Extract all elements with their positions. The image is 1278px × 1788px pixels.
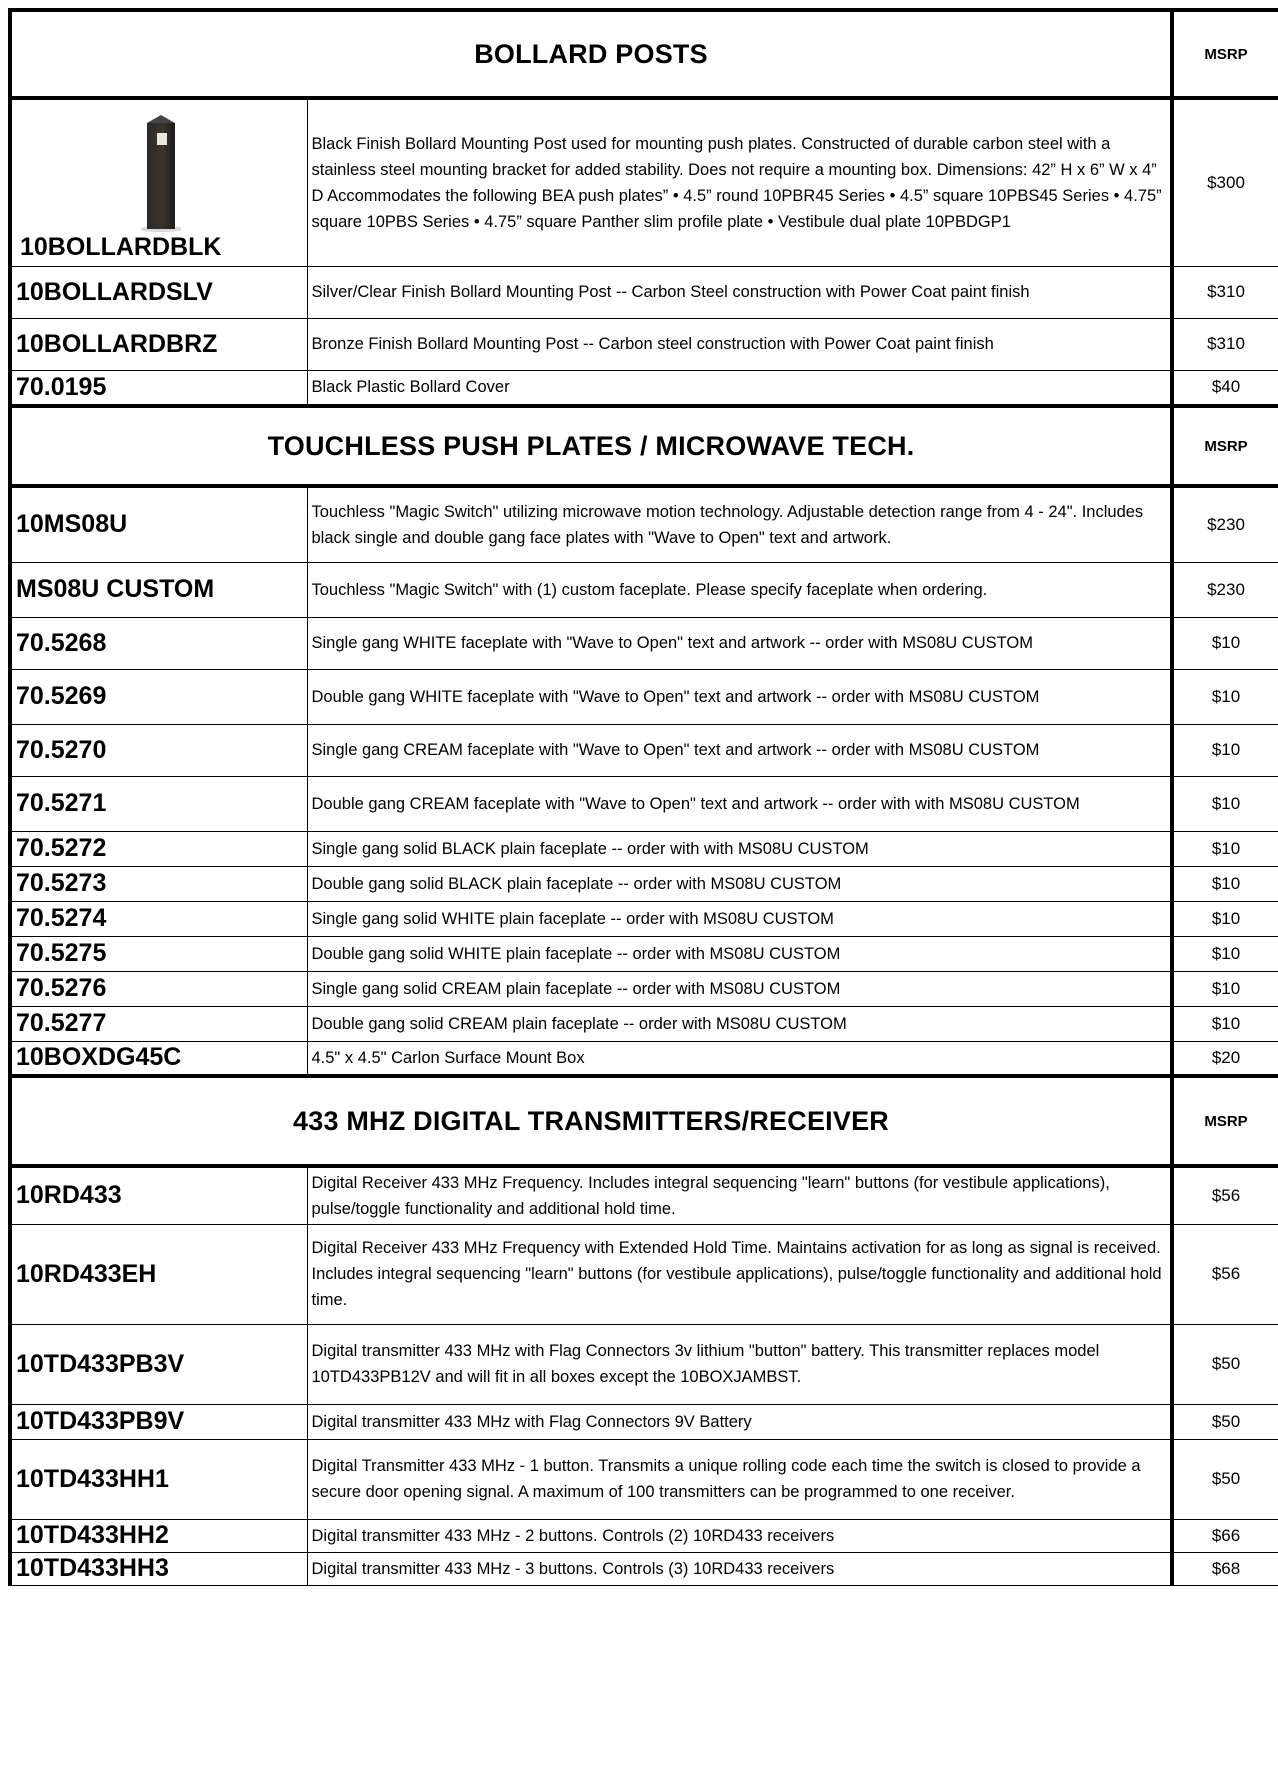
section-header-row (10, 406, 1278, 486)
price-cell: $66 (1172, 1519, 1278, 1552)
bollard-post-image (141, 113, 181, 233)
description-cell: Silver/Clear Finish Bollard Mounting Post -- Carbon Steel construction with Power Coat paint finish (307, 266, 1172, 318)
table-row (10, 617, 1278, 669)
table-row (10, 98, 1278, 266)
price-cell: $50 (1172, 1404, 1278, 1439)
table-row (10, 562, 1278, 617)
description-cell: Digital transmitter 433 MHz - 3 buttons. Controls (3) 10RD433 receivers (307, 1552, 1172, 1585)
price-cell: $230 (1172, 562, 1278, 617)
msrp-header: MSRP (1172, 1076, 1278, 1166)
table-row (10, 724, 1278, 776)
description-cell: Digital Receiver 433 MHz Frequency with Extended Hold Time. Maintains activation for as long as signal is received. Includes integral sequencing "learn" buttons (for vestibule applications), pulse/toggle functionality and additional hold time. (307, 1224, 1172, 1324)
msrp-header: MSRP (1172, 10, 1278, 98)
sku-cell: 70.5272 (10, 831, 307, 866)
description-cell: Double gang CREAM faceplate with "Wave to Open" text and artwork -- order with with MS08U CUSTOM (307, 776, 1172, 831)
price-cell: $230 (1172, 486, 1278, 562)
price-cell: $10 (1172, 724, 1278, 776)
section-title: 433 MHZ DIGITAL TRANSMITTERS/RECEIVER (10, 1076, 1172, 1166)
table-row (10, 1166, 1278, 1224)
price-cell: $10 (1172, 1006, 1278, 1041)
section-title: BOLLARD POSTS (10, 10, 1172, 98)
sku-cell: 70.5269 (10, 669, 307, 724)
description-cell: 4.5" x 4.5" Carlon Surface Mount Box (307, 1041, 1172, 1076)
price-cell: $300 (1172, 98, 1278, 266)
sku-cell: 10BOXDG45C (10, 1041, 307, 1076)
price-cell: $310 (1172, 318, 1278, 370)
price-cell: $56 (1172, 1224, 1278, 1324)
sku-cell: 70.5275 (10, 936, 307, 971)
table-row (10, 1439, 1278, 1519)
sku-cell: 10TD433HH1 (10, 1439, 307, 1519)
description-cell: Digital Transmitter 433 MHz - 1 button. Transmits a unique rolling code each time the switch is closed to provide a secure door opening signal. A maximum of 100 transmitters can be programmed to one receiver. (307, 1439, 1172, 1519)
section-header-row (10, 10, 1278, 98)
table-row (10, 901, 1278, 936)
table-row (10, 370, 1278, 406)
description-cell: Double gang WHITE faceplate with "Wave to Open" text and artwork -- order with MS08U CUSTOM (307, 669, 1172, 724)
description-cell: Single gang CREAM faceplate with "Wave to Open" text and artwork -- order with MS08U CUSTOM (307, 724, 1172, 776)
sku-cell: 10RD433 (10, 1166, 307, 1224)
description-cell: Single gang solid BLACK plain faceplate -- order with with MS08U CUSTOM (307, 831, 1172, 866)
sku-cell: 70.5274 (10, 901, 307, 936)
sku-cell: 70.5276 (10, 971, 307, 1006)
sku-cell: 70.5271 (10, 776, 307, 831)
table-row (10, 1324, 1278, 1404)
sku-cell: 10TD433PB3V (10, 1324, 307, 1404)
price-list-table (8, 8, 1278, 1586)
table-row (10, 1552, 1278, 1585)
description-cell: Single gang WHITE faceplate with "Wave to Open" text and artwork -- order with MS08U CUSTOM (307, 617, 1172, 669)
description-cell: Digital transmitter 433 MHz with Flag Connectors 3v lithium "button" battery. This transmitter replaces model 10TD433PB12V and will fit in all boxes except the 10BOXJAMBST. (307, 1324, 1172, 1404)
sku-label: 10BOLLARDBLK (20, 232, 222, 261)
table-row (10, 669, 1278, 724)
price-cell: $68 (1172, 1552, 1278, 1585)
sku-cell: 10TD433PB9V (10, 1404, 307, 1439)
table-row (10, 318, 1278, 370)
description-cell: Double gang solid WHITE plain faceplate -- order with MS08U CUSTOM (307, 936, 1172, 971)
table-row (10, 486, 1278, 562)
sku-cell: 10BOLLARDSLV (10, 266, 307, 318)
table-row (10, 1224, 1278, 1324)
description-cell: Digital transmitter 433 MHz - 2 buttons. Controls (2) 10RD433 receivers (307, 1519, 1172, 1552)
description-cell: Single gang solid WHITE plain faceplate -- order with MS08U CUSTOM (307, 901, 1172, 936)
price-cell: $10 (1172, 776, 1278, 831)
price-cell: $56 (1172, 1166, 1278, 1224)
sku-cell (10, 98, 307, 266)
table-row (10, 266, 1278, 318)
price-cell: $10 (1172, 831, 1278, 866)
table-row (10, 1006, 1278, 1041)
description-cell: Digital Receiver 433 MHz Frequency. Includes integral sequencing "learn" buttons (for vestibule applications), pulse/toggle functionality and additional hold time. (307, 1166, 1172, 1224)
price-cell: $10 (1172, 617, 1278, 669)
table-row (10, 1041, 1278, 1076)
description-cell: Double gang solid BLACK plain faceplate -- order with MS08U CUSTOM (307, 866, 1172, 901)
sku-cell: 10BOLLARDBRZ (10, 318, 307, 370)
sku-cell: MS08U CUSTOM (10, 562, 307, 617)
price-cell: $10 (1172, 936, 1278, 971)
section-header-row (10, 1076, 1278, 1166)
sku-cell: 70.0195 (10, 370, 307, 406)
msrp-header: MSRP (1172, 406, 1278, 486)
price-cell: $50 (1172, 1439, 1278, 1519)
price-cell: $10 (1172, 971, 1278, 1006)
price-cell: $310 (1172, 266, 1278, 318)
section-title: TOUCHLESS PUSH PLATES / MICROWAVE TECH. (10, 406, 1172, 486)
sku-cell: 70.5268 (10, 617, 307, 669)
sku-cell: 70.5277 (10, 1006, 307, 1041)
table-row (10, 971, 1278, 1006)
table-row (10, 866, 1278, 901)
description-cell: Touchless "Magic Switch" utilizing microwave motion technology. Adjustable detection range from 4 - 24". Includes black single and double gang face plates with "Wave to Open" text and artwork. (307, 486, 1172, 562)
description-cell: Touchless "Magic Switch" with (1) custom faceplate. Please specify faceplate when ordering. (307, 562, 1172, 617)
description-cell: Bronze Finish Bollard Mounting Post -- Carbon steel construction with Power Coat paint finish (307, 318, 1172, 370)
sku-cell: 10MS08U (10, 486, 307, 562)
description-cell: Digital transmitter 433 MHz with Flag Connectors 9V Battery (307, 1404, 1172, 1439)
table-row (10, 1519, 1278, 1552)
description-cell: Black Finish Bollard Mounting Post used for mounting push plates. Constructed of durable carbon steel with a stainless steel mounting bracket for added stability. Does not require a mounting box. Dimensions: 42” H x 6” W x 4” D Accommodates the following BEA push plates” • 4.5” round 10PBR45 Series • 4.5” square 10PBS45 Series • 4.75” square 10PBS Series • 4.75” square Panther slim profile plate • Vestibule dual plate 10PBDGP1 (307, 98, 1172, 266)
price-cell: $40 (1172, 370, 1278, 406)
sku-cell: 70.5270 (10, 724, 307, 776)
price-cell: $10 (1172, 669, 1278, 724)
description-cell: Double gang solid CREAM plain faceplate -- order with MS08U CUSTOM (307, 1006, 1172, 1041)
description-cell: Black Plastic Bollard Cover (307, 370, 1172, 406)
table-row (10, 1404, 1278, 1439)
price-cell: $20 (1172, 1041, 1278, 1076)
sku-cell: 10TD433HH2 (10, 1519, 307, 1552)
price-cell: $10 (1172, 901, 1278, 936)
sku-cell: 70.5273 (10, 866, 307, 901)
description-cell: Single gang solid CREAM plain faceplate -- order with MS08U CUSTOM (307, 971, 1172, 1006)
sku-cell: 10TD433HH3 (10, 1552, 307, 1585)
price-cell: $50 (1172, 1324, 1278, 1404)
sku-cell: 10RD433EH (10, 1224, 307, 1324)
table-row (10, 776, 1278, 831)
table-row (10, 936, 1278, 971)
price-cell: $10 (1172, 866, 1278, 901)
table-row (10, 831, 1278, 866)
